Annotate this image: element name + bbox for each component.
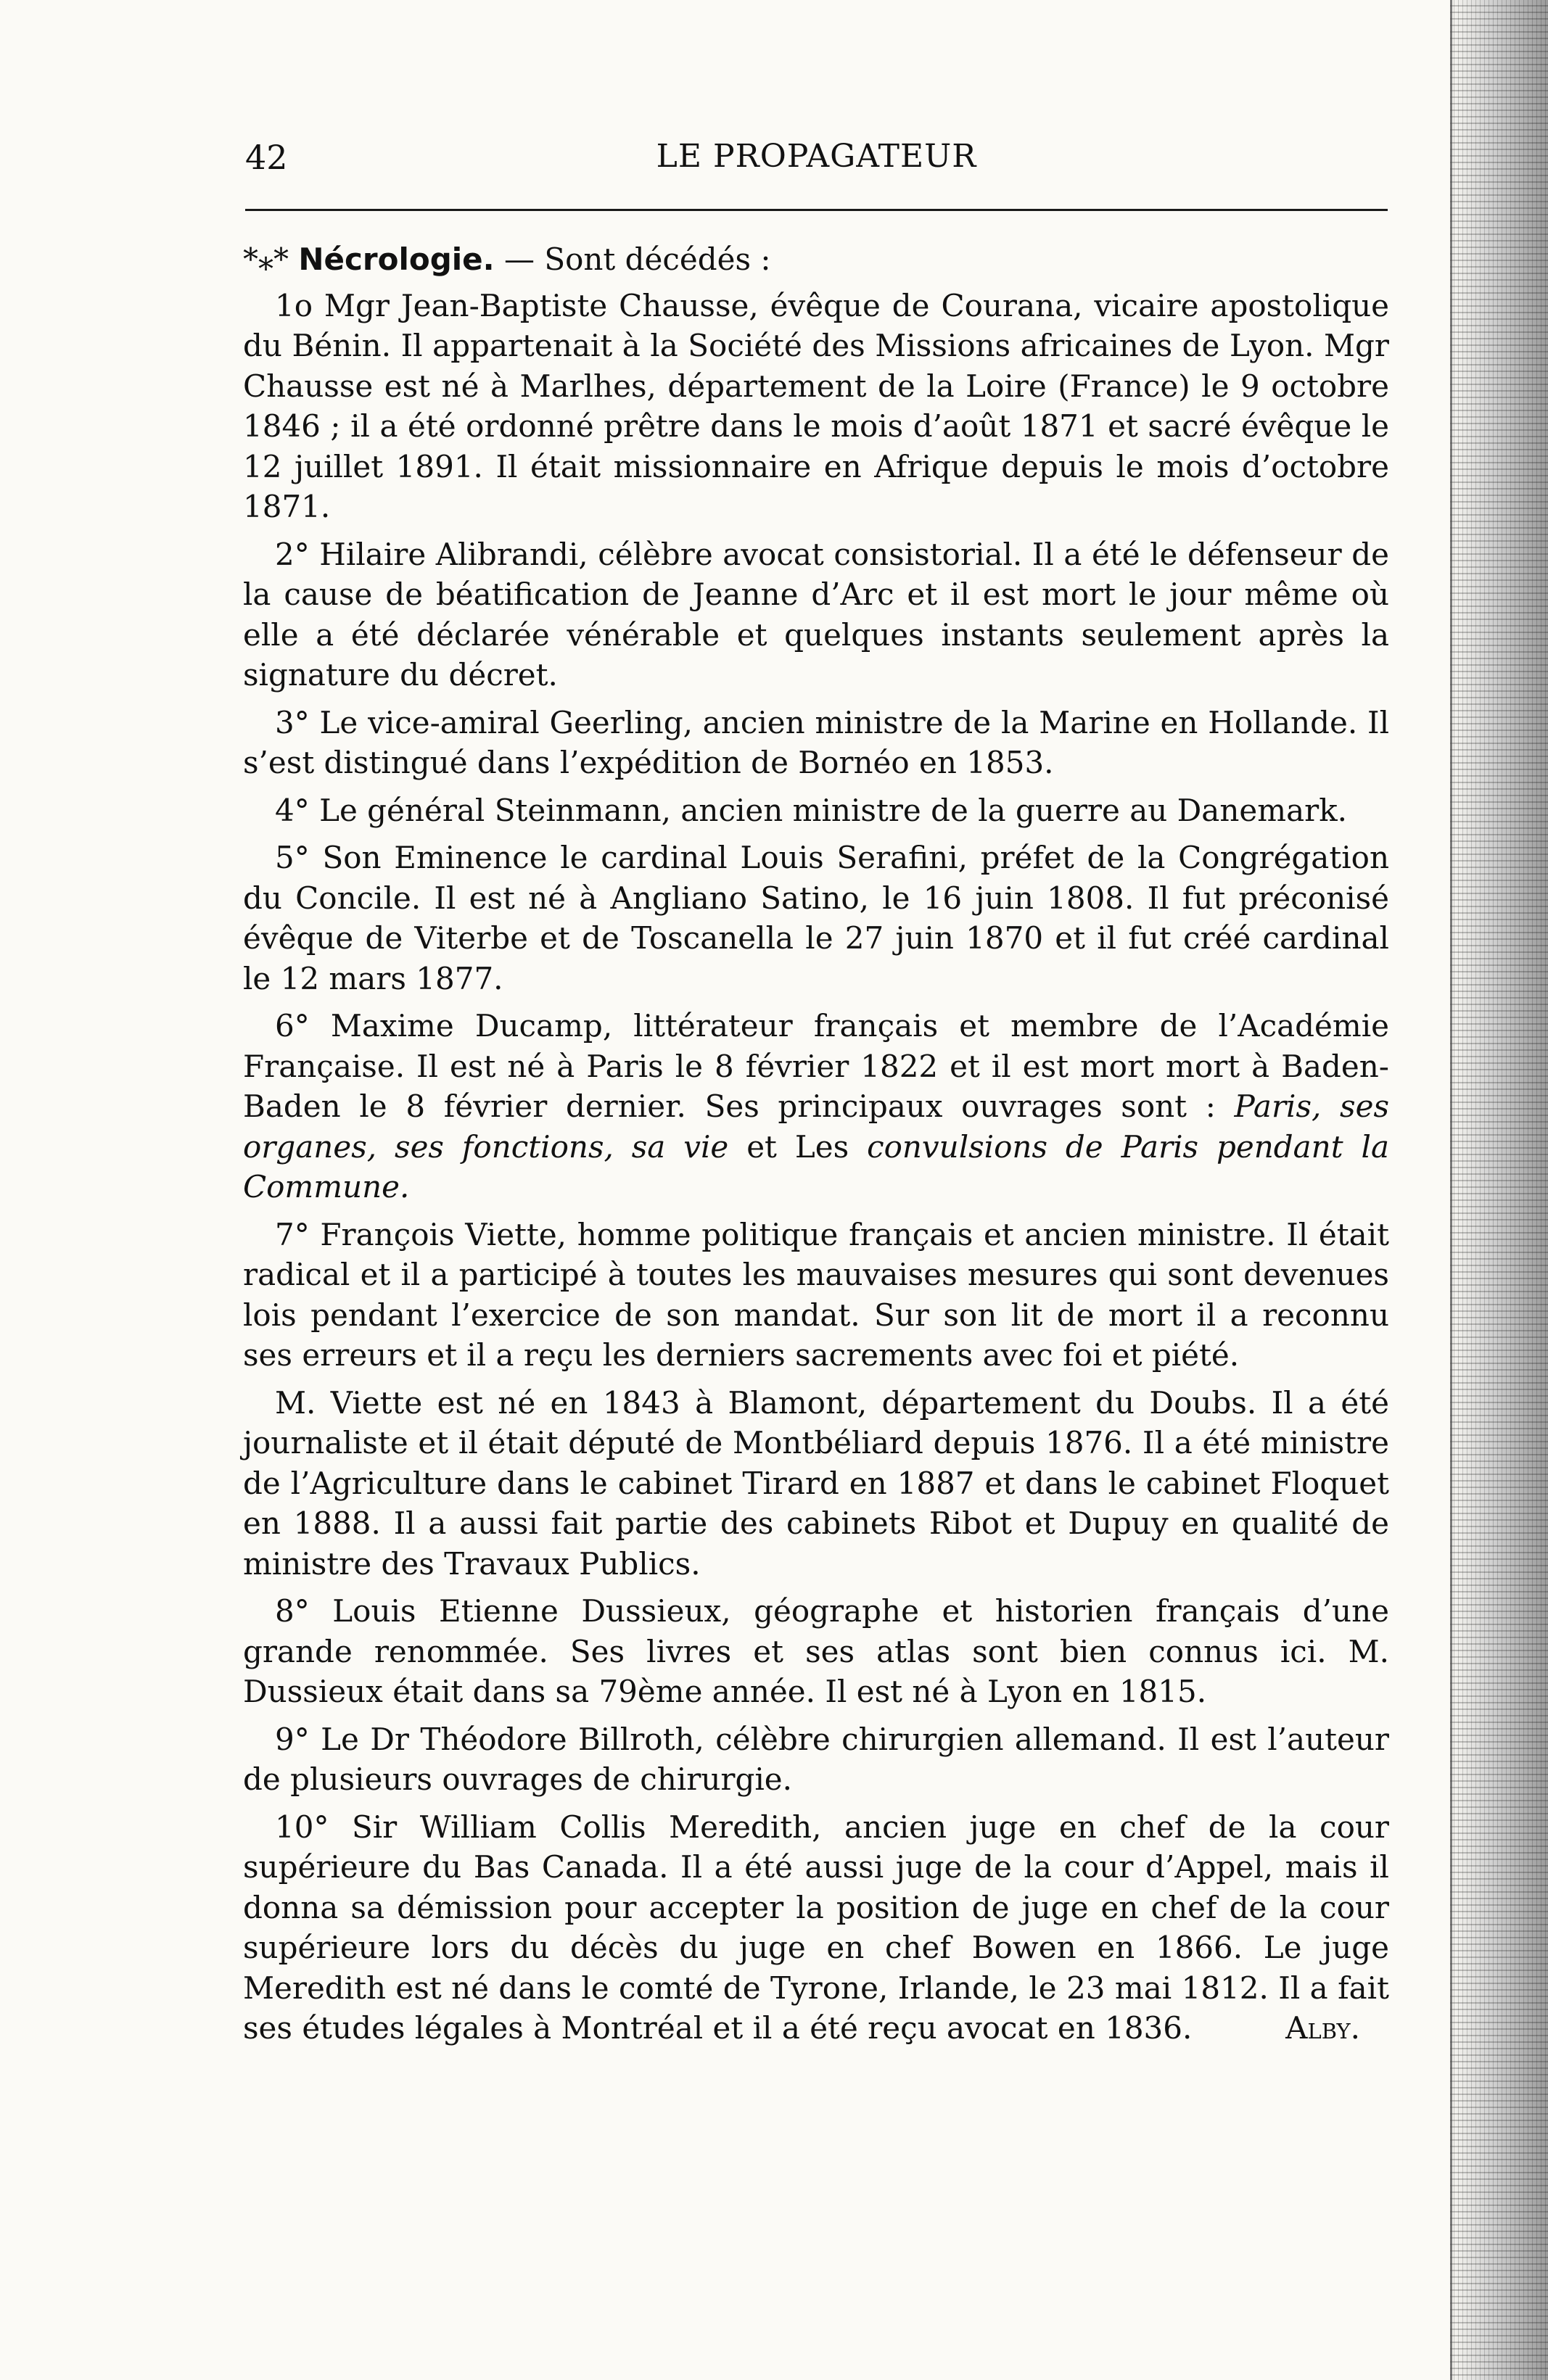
section-intro: — Sont décédés : (494, 241, 771, 277)
obituary-entry-6 (243, 1006, 1389, 1207)
entry-6-text: 6° Maxime Ducamp, littérateur français et membre de l’Académie Française. Il est né à Paris le 8 février 1822 et il est mort mort à Baden-Baden le 8 février dernier. Ses principaux ouvrages sont : (243, 1008, 1389, 1124)
section-heading (243, 239, 1389, 280)
section-title: Nécrologie. (298, 241, 495, 277)
obituary-entry-7: 7° François Viette, homme politique français et ancien ministre. Il était radical et il a participé à toutes les mauvaises mesures qui sont devenues lois pendant l’exercice de son mandat. Sur son lit de mort il a reconnu ses erreurs et il a reçu les derniers sacrements avec foi et piété. (243, 1216, 1389, 1373)
obituary-entry-3: 3° Le vice-amiral Geerling, ancien ministre de la Marine en Hollande. Il s’est distingué dans l’expédition de Bornéo en 1853. (243, 704, 1389, 780)
article-body (243, 239, 1389, 2056)
entry-10-text: 10° Sir William Collis Meredith, ancien juge en chef de la cour supérieure du Bas Canada. Il a été aussi juge de la cour d’Appel, mais il donna sa démission pour accepter la position de juge en chef de la cour supérieure lors du décès du juge en chef Bowen en 1866. Le juge Meredith est né dans le comté de Tyrone, Irlande, le 23 mai 1812. Il a fait ses études légales à Montréal et il a été reçu avocat en 1836. (243, 1809, 1389, 2046)
author-signature: Alby. (1285, 2010, 1360, 2046)
header-rule (245, 209, 1388, 211)
page-number: 42 (245, 138, 288, 177)
scan-page-edge (1450, 0, 1548, 2380)
obituary-entry-4: 4° Le général Steinmann, ancien ministre de la guerre au Danemark. (275, 792, 1347, 828)
entry-6-conjunction: et Les (728, 1128, 868, 1165)
entry-6-work-2: convulsions de Paris pendant la Commune. (243, 1128, 1389, 1205)
obituary-entry-10 (243, 1807, 1389, 2049)
running-title: LE PROPAGATEUR (656, 138, 977, 175)
asterism-ornament: *⁎* (243, 241, 289, 277)
obituary-entry-5: 5° Son Eminence le cardinal Louis Serafini, préfet de la Congrégation du Concile. Il est né à Angliano Satino, le 16 juin 1808. Il fut préconisé évêque de Viterbe et de Toscanella le 27 juin 1870 et il fut créé cardinal le 12 mars 1877. (243, 840, 1389, 996)
entry-6-work-1: Paris, ses organes, ses fonctions, sa vie (243, 1088, 1390, 1165)
obituary-entry-9: 9° Le Dr Théodore Billroth, célèbre chirurgien allemand. Il est l’auteur de plusieurs ouvrages de chirurgie. (243, 1721, 1389, 1797)
page-header (245, 138, 1388, 181)
obituary-entry-7-continued: M. Viette est né en 1843 à Blamont, département du Doubs. Il a été journaliste et il était député de Montbéliard depuis 1876. Il a été ministre de l’Agriculture dans le cabinet Tirard en 1887 et dans le cabinet Floquet en 1888. Il a aussi fait partie des cabinets Ribot et Dupuy en qualité de ministre des Travaux Publics. (243, 1384, 1389, 1582)
obituary-entry-8: 8° Louis Etienne Dussieux, géographe et historien français d’une grande renommée. Ses livres et ses atlas sont bien connus ici. M. Dussieux était dans sa 79ème année. Il est né à Lyon en 1815. (243, 1593, 1389, 1709)
obituary-entry-2: 2° Hilaire Alibrandi, célèbre avocat consistorial. Il a été le défenseur de la cause de béatification de Jeanne d’Arc et il est mort le jour même où elle a été déclarée vénérable et quelques instants seulement après la signature du décret. (243, 536, 1389, 693)
obituary-entry-1: 1o Mgr Jean-Baptiste Chausse, évêque de Courana, vicaire apostolique du Bénin. Il appartenait à la Société des Missions africaines de Lyon. Mgr Chausse est né à Marlhes, département de la Loire (France) le 9 octobre 1846 ; il a été ordonné prêtre dans le mois d’août 1871 et sacré évêque le 12 juillet 1891. Il était missionnaire en Afrique depuis le mois d’octobre 1871. (243, 287, 1389, 524)
